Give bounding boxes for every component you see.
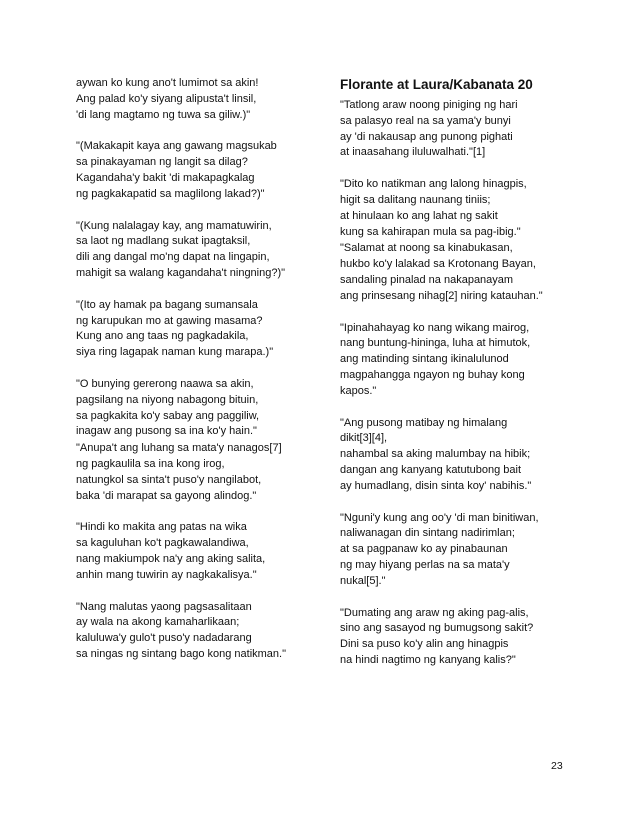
verse-line: pagsilang na niyong nabagong bituin, — [76, 393, 259, 406]
verse-line: kapos." — [340, 384, 377, 397]
verse-line: nang makiumpok na'y ang aking salita, — [76, 552, 266, 565]
verse-line: kaluluwa'y gulo't puso'y nadadarang — [76, 632, 252, 645]
left-column — [76, 76, 316, 679]
verse-line: "Ipinahahayag ko nang wikang mairog, — [340, 321, 530, 334]
verse-line: 'di lang magtamo ng tuwa sa giliw.)" — [76, 108, 251, 121]
verse-line: "(Makakapit kaya ang gawang magsukab — [76, 140, 277, 153]
verse-line: "O bunying gererong naawa sa akin, — [76, 377, 254, 390]
verse-line: "(Kung nalalagay kay, ang mamatuwirin, — [76, 219, 272, 232]
verse-line: kung sa kahirapan mula sa pag-ibig." — [340, 225, 521, 238]
verse-line: nang buntung-hininga, luha at himutok, — [340, 337, 531, 350]
verse-line: siya ring lagapak naman kung marapa.)" — [76, 346, 274, 359]
verse-line: ng may hiyang perlas na sa mata'y — [340, 558, 510, 571]
verse-line: "Nguni'y kung ang oo'y 'di man binitiwan, — [340, 511, 539, 524]
verse-line: ay humadlang, disin sinta koy' nabihis." — [340, 479, 532, 492]
stanza — [76, 441, 316, 504]
verse-line: higit sa dalitang naunang tiniis; — [340, 193, 491, 206]
verse-line: Kagandaha'y bakit 'di makapagkalag — [76, 171, 255, 184]
stanza — [76, 520, 316, 583]
verse-line: baka 'di marapat sa gayong alindog." — [76, 489, 257, 502]
verse-line: dangan ang kanyang katutubong bait — [340, 463, 522, 476]
stanza — [76, 600, 316, 663]
verse-line: at sa pagpanaw ko ay pinabaunan — [340, 543, 508, 556]
verse-line: sino ang sasayod ng bumugsong sakit? — [340, 622, 534, 635]
stanza — [340, 98, 580, 161]
verse-line: ng pagkakapatid sa maglilong lakad?)" — [76, 187, 265, 200]
verse-line: sandaling pinalad na nakapanayam — [340, 273, 514, 286]
verse-line: mahigit sa walang kagandaha't ningning?)" — [76, 266, 286, 279]
stanza — [340, 606, 580, 669]
verse-line: "Salamat at noong sa kinabukasan, — [340, 242, 513, 255]
stanza — [340, 511, 580, 590]
verse-line: Kung ano ang taas ng pagkadakila, — [76, 330, 249, 343]
verse-line: ng pagkaulila sa ina kong irog, — [76, 457, 225, 470]
verse-line: ang matinding sintang ikinalulunod — [340, 353, 509, 366]
verse-line: natungkol sa sinta't puso'y nangilabot, — [76, 473, 262, 486]
right-column — [340, 76, 580, 685]
verse-line: "Dumating ang araw ng aking pag-alis, — [340, 606, 529, 619]
verse-line: nahambal sa aking malumbay na hibik; — [340, 448, 531, 461]
verse-line: naliwanagan din sintang nadirimlan; — [340, 527, 515, 540]
stanza — [76, 139, 316, 202]
verse-line: anhin mang tuwirin ay nagkakalisya." — [76, 568, 257, 581]
verse-line: "Anupa't ang luhang sa mata'y nanagos[7] — [76, 442, 282, 455]
verse-line: sa laot ng madlang sukat ipagtaksil, — [76, 235, 251, 248]
verse-line: "Nang malutas yaong pagsasalitaan — [76, 600, 252, 613]
stanza — [76, 298, 316, 361]
stanza — [76, 219, 316, 282]
verse-line: aywan ko kung ano't lumimot sa akin! — [76, 77, 259, 89]
verse-line: sa kaguluhan ko't pagkawalandiwa, — [76, 537, 249, 550]
verse-line: dikit[3][4], — [340, 432, 388, 445]
verse-line: sa ningas ng sintang bago kong natikman." — [76, 647, 286, 660]
verse-line: dili ang dangal mo'ng dapat na lingapin, — [76, 251, 270, 264]
stanza — [340, 241, 580, 304]
verse-line: at inaasahang iluluwalhati."[1] — [340, 146, 486, 159]
verse-line: inagaw ang pusong sa ina ko'y hain." — [76, 425, 257, 438]
verse-line: at hinulaan ko ang lahat ng sakit — [340, 209, 498, 222]
verse-line: "Hindi ko makita ang patas na wika — [76, 521, 247, 534]
verse-line: "Ang pusong matibay ng himalang — [340, 416, 508, 429]
verse-line: ay wala na akong kamaharlikaan; — [76, 616, 240, 629]
verse-line: "Dito ko natikman ang lalong hinagpis, — [340, 178, 527, 191]
verse-line: Ang palad ko'y siyang alipusta't linsil, — [76, 92, 257, 105]
verse-line: ng karupukan mo at gawing masama? — [76, 314, 263, 327]
verse-line: "(Ito ay hamak pa bagang sumansala — [76, 298, 258, 311]
verse-line: sa palasyo real na sa yama'y bunyi — [340, 114, 511, 127]
verse-line: Dini sa puso ko'y alin ang hinagpis — [340, 638, 509, 651]
verse-line: sa pinakayaman ng langit sa dilag? — [76, 156, 248, 169]
verse-line: magpahangga ngayon ng buhay kong — [340, 368, 525, 381]
stanza — [76, 377, 316, 440]
chapter-title: Florante at Laura/Kabanata 20 — [340, 77, 533, 92]
verse-line: sa pagkakita ko'y sabay ang paggiliw, — [76, 409, 260, 422]
verse-line: nukal[5]." — [340, 574, 386, 587]
stanza — [340, 177, 580, 240]
page-number: 23 — [551, 760, 563, 772]
stanza — [340, 321, 580, 400]
verse-line: ang prinsesang nihag[2] niring katauhan." — [340, 289, 543, 302]
verse-line: hukbo ko'y lalakad sa Krotonang Bayan, — [340, 258, 536, 271]
verse-line: "Tatlong araw noong piniging ng hari — [340, 99, 518, 111]
verse-line: ay 'di nakausap ang punong pighati — [340, 130, 513, 143]
stanza — [340, 416, 580, 495]
stanza — [76, 76, 316, 123]
verse-line: na hindi nagtimo ng kanyang kalis?" — [340, 653, 516, 666]
